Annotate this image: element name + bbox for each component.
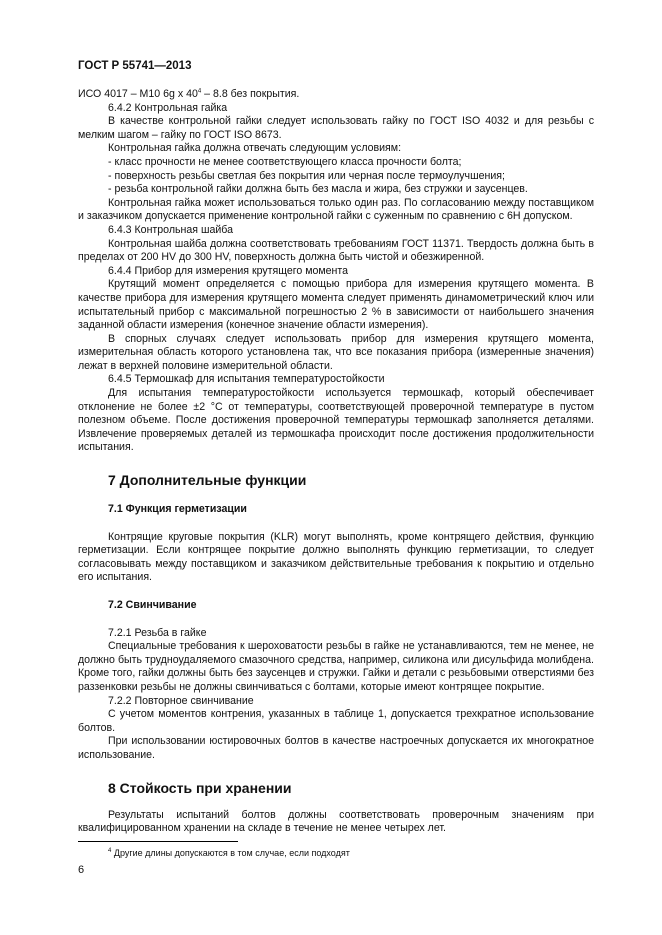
- section-7-2-heading: 7.2 Свинчивание: [108, 599, 197, 611]
- section-6-4-2-title: 6.4.2 Контрольная гайка: [108, 101, 228, 114]
- section-7-2-2-title: 7.2.2 Повторное свинчивание: [108, 694, 254, 707]
- list-item: - поверхность резьбы светлая без покрытия или черная после термоулучшения;: [108, 169, 505, 182]
- section-6-4-3-title: 6.4.3 Контрольная шайба: [108, 223, 233, 236]
- paragraph: Контрольная гайка может использоваться только один раз. По согласованию между поставщиком и заказчиком допускается применение контрольной гайки с суженным по сравнению с 6H допуском.: [78, 196, 594, 223]
- footnote-separator: [78, 841, 238, 842]
- paragraph: Крутящий момент определяется с помощью прибора для измерения крутящего момента. В качестве прибора для измерения крутящего момента следует применять динамометрический ключ или испытательный прибор с максимальной погрешностью 2 % в зависимости от наибольшего значения заданной области измерения (конечное значение области измерения).: [78, 278, 594, 332]
- section-7-heading: 7 Дополнительные функции: [108, 472, 307, 489]
- paragraph: С учетом моментов контрения, указанных в таблице 1, допускается трехкратное использование болтов.: [78, 708, 594, 734]
- footnote: $^4$ Другие длины допускаются в том случае, если подходят: [108, 848, 350, 858]
- paragraph: Специальные требования к шероховатости резьбы в гайке не устанавливаются, тем не менее, не должно быть трудноудаляемого смазочного средства, например, силикона или дисульфида молибдена. Кроме того, гайки должны быть без заусенцев и стружки. Гайки и детали с резьбовыми отверстиями без раззенковки резьбы не должны свинчиваться с болтами, которые имеют контрящее покрытие.: [78, 640, 594, 693]
- paragraph: Для испытания температуростойкости используется термошкаф, который обеспечивает отклонение не более ±2 °С от температуры, соответствующей проверочной температуре в пустом полезном объеме. После достижения проверочной температуры термошкаф заполняется деталями. Извлечение проверяемых деталей из термошкафа происходит после достижения продолжительности испытания.: [78, 387, 594, 454]
- list-item: - класс прочности не менее соответствующего класса прочности болта;: [108, 155, 462, 168]
- section-7-1-heading: 7.1 Функция герметизации: [108, 503, 247, 516]
- paragraph: В спорных случаях следует использовать прибор для измерения крутящего момента, измерительная область которого установлена так, что все показания прибора (измеренные значения) лежат в верхней половине измерительной области.: [78, 332, 594, 372]
- paragraph: Результаты испытаний болтов должны соответствовать проверочным значениям при квалифицированном хранении на складе в течение не менее четырех лет.: [78, 808, 594, 835]
- paragraph: В качестве контрольной гайки следует использовать гайку по ГОСТ ISO 4032 и для резьбы с мелким шагом – гайку по ГОСТ ISO 8673.: [78, 115, 594, 141]
- paragraph: Контрящие круговые покрытия (KLR) могут выполнять, кроме контрящего действия, функцию герметизации. Если контрящее покрытие должно выполнять функцию герметизации, то следует согласовывать между поставщиком и заказчиком действительные требования к покрытию и отдельно его испытания.: [78, 530, 594, 584]
- page-number: 6: [78, 864, 85, 876]
- paragraph: Контрольная гайка должна отвечать следующим условиям:: [108, 142, 402, 155]
- section-8-heading: 8 Стойкость при хранении: [108, 779, 292, 796]
- section-7-2-1-title: 7.2.1 Резьба в гайке: [108, 626, 207, 639]
- footnote-ref[interactable]: 4: [197, 88, 202, 95]
- document-body: [78, 88, 594, 836]
- section-6-4-5-title: 6.4.5 Термошкаф для испытания температуростойкости: [108, 373, 385, 386]
- section-6-4-4-title: 6.4.4 Прибор для измерения крутящего момента: [108, 264, 349, 277]
- paragraph: Контрольная шайба должна соответствовать требованиям ГОСТ 11371. Твердость должна быть в пределах от 200 HV до 300 HV, поверхность должна быть чистой и обезжиренной.: [78, 237, 594, 264]
- paragraph: При использовании юстировочных болтов в качестве настроечных допускается их многократное использование.: [78, 735, 594, 761]
- designation-line: ИСО 4017 – М10 6g x $40^4 - 8.8$ без покрытия.: [78, 88, 300, 100]
- list-item: - резьба контрольной гайки должна быть без масла и жира, без стружки и заусенцев.: [108, 183, 528, 196]
- document-header: ГОСТ Р 55741—2013: [78, 60, 192, 72]
